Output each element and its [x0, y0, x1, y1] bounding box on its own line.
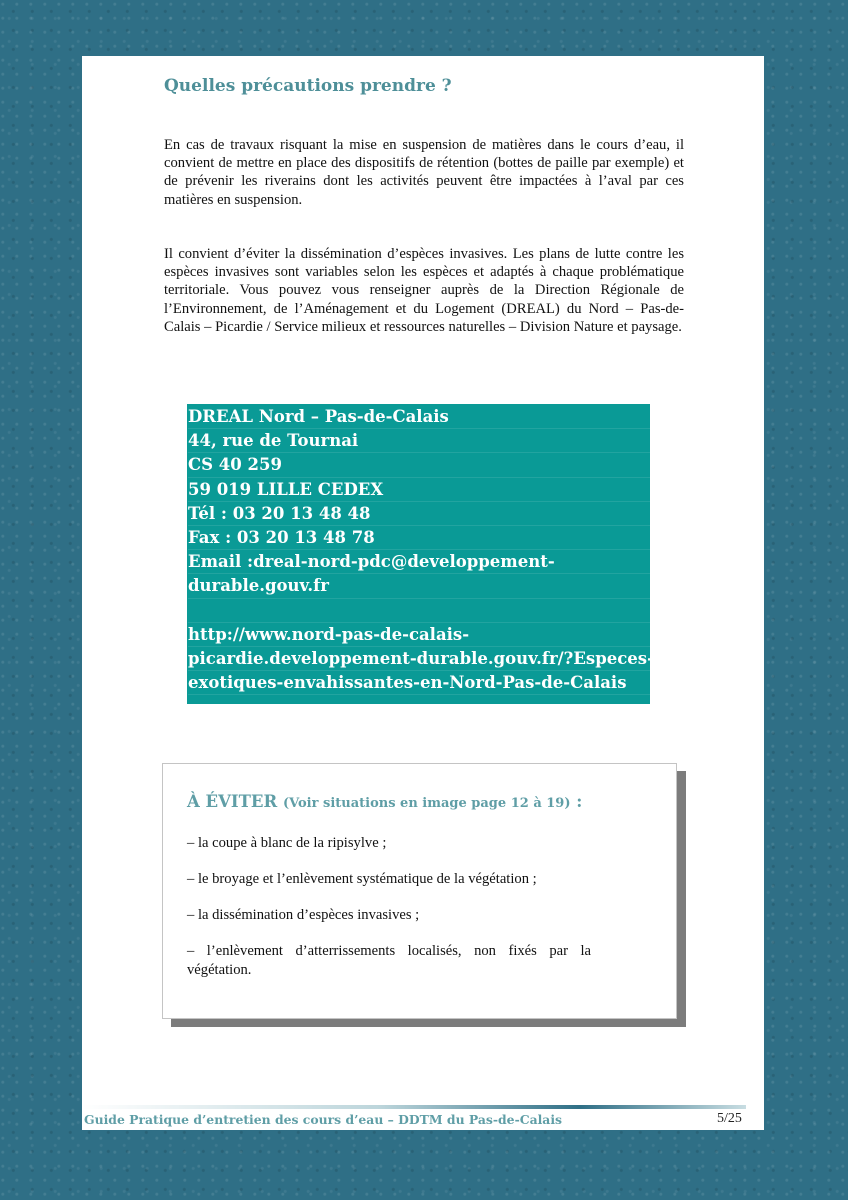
avoid-title-subtitle: (Voir situations en image page 12 à 19)	[282, 796, 571, 811]
contact-fax: Fax : 03 20 13 48 78	[188, 526, 650, 550]
avoid-title-main: À ÉVITER	[187, 792, 278, 811]
contact-spacer	[188, 599, 650, 623]
section-heading: Quelles précautions prendre ?	[164, 76, 452, 96]
contact-email-line-2[interactable]: durable.gouv.fr	[188, 574, 650, 598]
contact-cs: CS 40 259	[188, 453, 650, 477]
contact-street: 44, rue de Tournai	[188, 429, 650, 453]
contact-city: 59 019 LILLE CEDEX	[188, 478, 650, 502]
avoid-item: – l’enlèvement d’atterrissements localisés, non fixés par la végétation.	[187, 943, 591, 978]
contact-url-line-2[interactable]: picardie.developpement-durable.gouv.fr/?Especes-	[188, 647, 650, 671]
contact-url-line-1[interactable]: http://www.nord-pas-de-calais-	[188, 623, 650, 647]
footer-title: Guide Pratique d’entretien des cours d’eau – DDTM du Pas-de-Calais	[84, 1112, 563, 1127]
avoid-item: – la coupe à blanc de la ripisylve ;	[187, 835, 387, 851]
paragraph-invasive-species: Il convient d’éviter la dissémination d’espèces invasives. Les plans de lutte contre les espèces invasives sont variables selon les espèces et adaptés à chaque problématique territoriale. Vous pouvez vous renseigner auprès de la Direction Régionale de l’Environnement, de l’Aménagement et du Logement (DREAL) du Nord – Pas-de-Calais – Picardie / Service milieux et ressources naturelles – Division Nature et paysage.	[164, 246, 684, 335]
page-number: 5/25	[717, 1111, 742, 1126]
avoid-title-colon: :	[570, 792, 583, 811]
avoid-item: – la dissémination d’espèces invasives ;	[187, 907, 420, 923]
paragraph-suspension: En cas de travaux risquant la mise en suspension de matières dans le cours d’eau, il convient de mettre en place des dispositifs de rétention (bottes de paille par exemple) et de prévenir les riverains dont les activités peuvent être impactées à l’aval par ces matières en suspension.	[164, 137, 684, 208]
avoid-box	[162, 763, 677, 1019]
contact-url-line-3[interactable]: exotiques-envahissantes-en-Nord-Pas-de-Calais	[188, 671, 650, 695]
contact-email-line-1[interactable]: Email :dreal-nord-pdc@developpement-	[188, 550, 650, 574]
contact-org: DREAL Nord – Pas-de-Calais	[188, 405, 650, 429]
footer-divider	[82, 1105, 746, 1109]
document-page	[82, 56, 764, 1130]
avoid-title	[187, 792, 582, 811]
contact-box	[187, 404, 654, 704]
avoid-item: – le broyage et l’enlèvement systématique de la végétation ;	[187, 871, 537, 887]
contact-tel: Tél : 03 20 13 48 48	[188, 502, 650, 526]
